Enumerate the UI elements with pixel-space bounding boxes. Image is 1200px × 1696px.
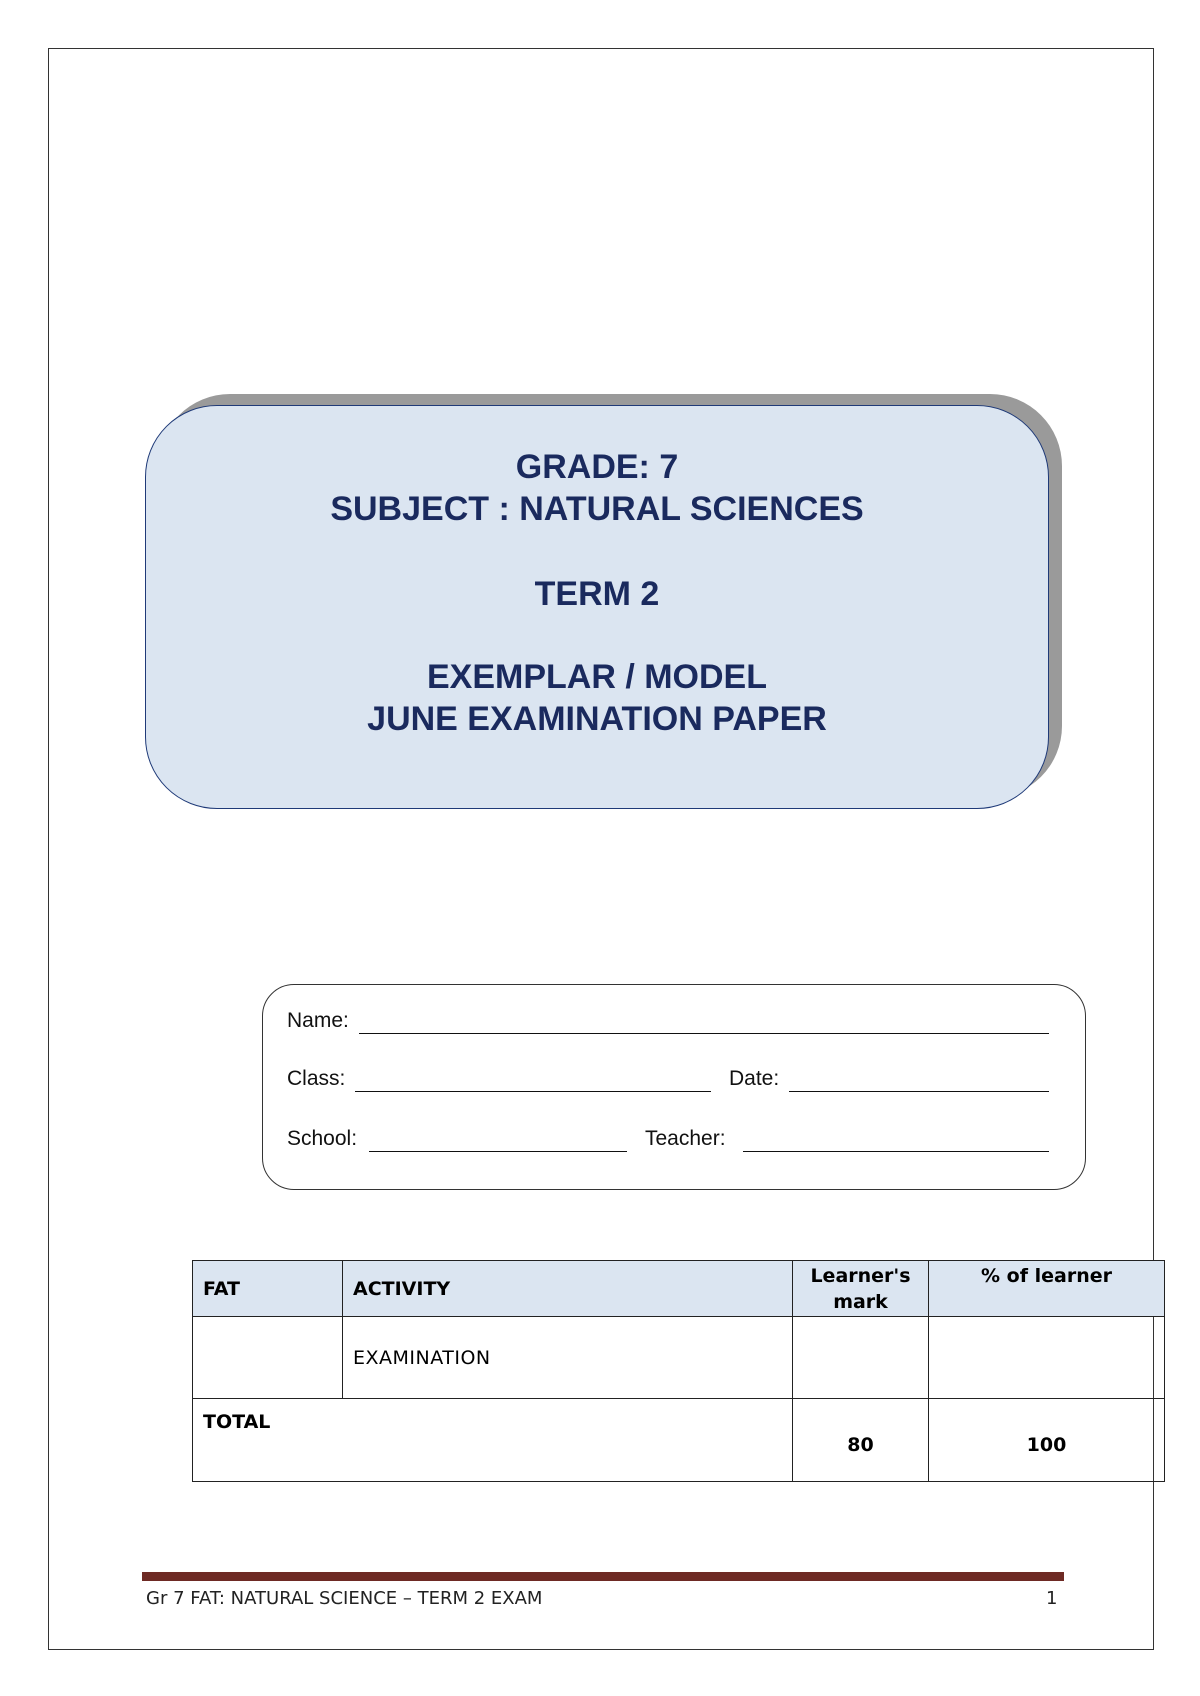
- school-teacher-row: [287, 1127, 1067, 1153]
- title-box: [145, 405, 1049, 809]
- header-percent: % of learner: [929, 1261, 1165, 1317]
- footer-divider: [142, 1572, 1064, 1581]
- row-mark-cell[interactable]: [793, 1317, 929, 1399]
- total-row: [193, 1399, 1165, 1482]
- fat-table: [192, 1260, 1165, 1482]
- footer-text: Gr 7 FAT: NATURAL SCIENCE – TERM 2 EXAM: [146, 1588, 543, 1609]
- header-activity: ACTIVITY: [343, 1261, 793, 1317]
- total-mark: 80: [793, 1399, 929, 1482]
- name-label: Name:: [287, 1009, 349, 1032]
- row-activity-cell: EXAMINATION: [343, 1317, 793, 1399]
- exemplar-heading: EXEMPLAR / MODEL: [426, 658, 768, 696]
- page-number: 1: [1046, 1588, 1058, 1609]
- total-percent: 100: [929, 1399, 1165, 1482]
- table-header-row: [193, 1261, 1165, 1317]
- date-field[interactable]: [789, 1069, 1049, 1092]
- row-fat-cell: [193, 1317, 343, 1399]
- table-row: [193, 1317, 1165, 1399]
- teacher-label: Teacher:: [645, 1127, 726, 1150]
- name-row: [287, 1009, 1067, 1035]
- teacher-field[interactable]: [743, 1129, 1049, 1152]
- name-field[interactable]: [359, 1011, 1049, 1034]
- header-learner-mark: [793, 1261, 929, 1317]
- row-percent-cell[interactable]: [929, 1317, 1165, 1399]
- learner-info-box: [262, 984, 1086, 1190]
- term-heading: TERM 2: [534, 575, 660, 613]
- class-field[interactable]: [355, 1069, 711, 1092]
- grade-heading: GRADE: 7: [515, 448, 679, 486]
- class-date-row: [287, 1067, 1067, 1093]
- school-field[interactable]: [369, 1129, 627, 1152]
- header-learner-mark-label: Learner's mark: [810, 1264, 911, 1313]
- subject-heading: SUBJECT : NATURAL SCIENCES: [330, 490, 864, 528]
- date-label: Date:: [729, 1067, 780, 1090]
- header-fat: FAT: [193, 1261, 343, 1317]
- class-label: Class:: [287, 1067, 346, 1090]
- school-label: School:: [287, 1127, 358, 1150]
- total-label: TOTAL: [193, 1399, 793, 1482]
- exam-paper-heading: JUNE EXAMINATION PAPER: [367, 700, 827, 738]
